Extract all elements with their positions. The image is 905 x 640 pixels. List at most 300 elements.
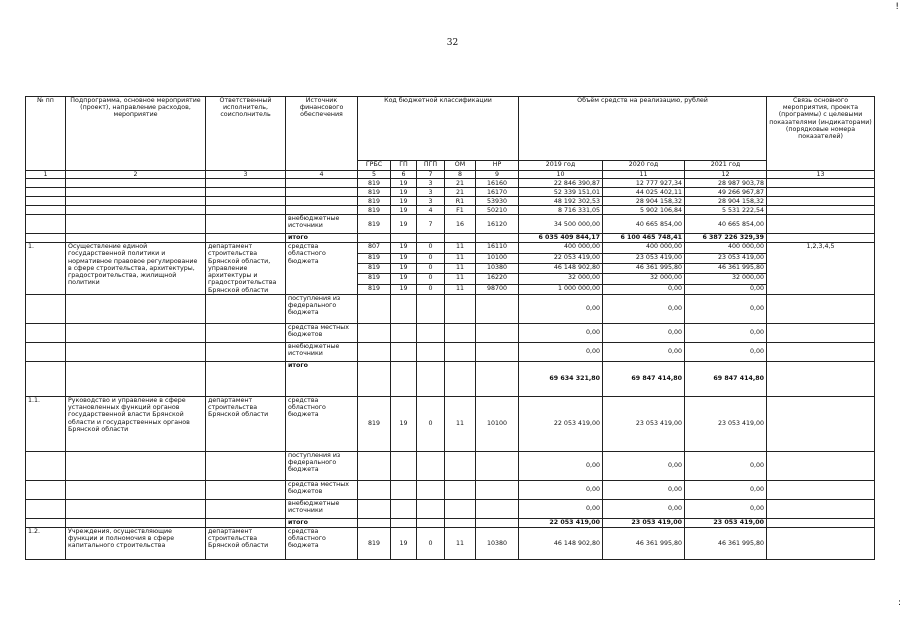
empty-cell (26, 323, 66, 342)
empty-cell (206, 451, 286, 480)
amount-2019-cell: 1 000 000,00 (519, 284, 603, 294)
indicator-link (767, 480, 875, 499)
indicator-link (767, 234, 875, 243)
amount-2020-cell: 0,00 (603, 451, 685, 480)
empty-cell (391, 518, 417, 527)
empty-cell (358, 499, 391, 518)
empty-cell (26, 518, 66, 527)
empty-cell (26, 451, 66, 480)
column-number: 3 (206, 171, 286, 179)
empty-cell (66, 188, 206, 197)
empty-cell (206, 188, 286, 197)
empty-cell (206, 197, 286, 206)
om-cell: 11 (445, 243, 476, 253)
empty-cell (66, 206, 206, 215)
amount-2020-cell: 46 361 995,80 (603, 527, 685, 559)
empty-cell (66, 361, 206, 396)
gp-cell: 19 (391, 284, 417, 294)
empty-cell (66, 499, 206, 518)
column-number: 7 (417, 171, 445, 179)
amount-2019-cell: 400 000,00 (519, 243, 603, 253)
amount-2020-cell: 32 000,00 (603, 274, 685, 284)
empty-cell (66, 342, 206, 361)
empty-cell (206, 480, 286, 499)
empty-cell (206, 215, 286, 234)
amount-2020-cell: 23 053 419,00 (603, 518, 685, 527)
edge-mark-top: ! (895, 2, 899, 12)
indicator-link (767, 215, 875, 234)
pgp-cell: 0 (417, 263, 445, 273)
empty-cell (206, 206, 286, 215)
indicator-link (767, 527, 875, 559)
amount-2021-cell: 0,00 (685, 451, 767, 480)
empty-cell (417, 234, 445, 243)
funding-source: поступления из федерального бюджета (286, 294, 358, 323)
nr-cell: 10380 (476, 527, 519, 559)
table-row (26, 234, 875, 243)
funding-source: внебюджетные источники (286, 342, 358, 361)
empty-cell (417, 361, 445, 396)
gp-cell: 19 (391, 243, 417, 253)
om-cell: 11 (445, 263, 476, 273)
table-row (26, 179, 875, 188)
amount-2020-cell: 69 847 414,80 (603, 361, 685, 396)
amount-2020-cell: 44 025 402,11 (603, 188, 685, 197)
empty-cell (445, 480, 476, 499)
empty-cell (26, 197, 66, 206)
empty-cell (445, 323, 476, 342)
table-row (26, 342, 875, 361)
header-pgp: ПГП (417, 161, 445, 171)
header-gp: ГП (391, 161, 417, 171)
row-number: 1.2. (26, 527, 66, 559)
table-row (26, 323, 875, 342)
empty-cell (66, 518, 206, 527)
amount-2019-cell: 0,00 (519, 323, 603, 342)
indicator-link (767, 197, 875, 206)
empty-cell (417, 499, 445, 518)
nr-cell: 16160 (476, 179, 519, 188)
header-grbs: ГРБС (358, 161, 391, 171)
amount-2020-cell: 0,00 (603, 294, 685, 323)
item-name: Руководство и управление в сфере установленных функций органов государственной власти Брянской области и государственных органов Брянской области (66, 396, 206, 451)
table-row (26, 294, 875, 323)
amount-2021-cell: 400 000,00 (685, 243, 767, 253)
gp-cell: 19 (391, 206, 417, 215)
header-2020: 2020 год (603, 161, 685, 171)
empty-cell (66, 480, 206, 499)
amount-2019-cell: 22 846 390,87 (519, 179, 603, 188)
om-cell: 11 (445, 396, 476, 451)
empty-cell (66, 323, 206, 342)
column-number: 5 (358, 171, 391, 179)
gp-cell: 19 (391, 527, 417, 559)
gp-cell: 19 (391, 263, 417, 273)
column-number: 12 (685, 171, 767, 179)
header-num: № пп (26, 97, 66, 171)
empty-cell (358, 451, 391, 480)
nr-cell: 16170 (476, 188, 519, 197)
nr-cell: 16110 (476, 243, 519, 253)
header-volume: Объём средств на реализацию, рублей (519, 97, 767, 161)
amount-2021-cell: 28 987 903,78 (685, 179, 767, 188)
amount-2021-cell: 6 387 226 329,39 (685, 234, 767, 243)
empty-cell (206, 361, 286, 396)
funding-source: средства областного бюджета (286, 243, 358, 295)
om-cell: 11 (445, 284, 476, 294)
grbs-cell: 819 (358, 253, 391, 263)
om-cell: 11 (445, 527, 476, 559)
column-number: 1 (26, 171, 66, 179)
amount-2019-cell: 6 035 409 844,17 (519, 234, 603, 243)
grbs-cell: 819 (358, 396, 391, 451)
empty-cell (391, 451, 417, 480)
table-header (26, 97, 875, 179)
gp-cell: 19 (391, 274, 417, 284)
nr-cell: 16220 (476, 274, 519, 284)
nr-cell: 50210 (476, 206, 519, 215)
amount-2020-cell: 40 665 854,00 (603, 215, 685, 234)
empty-cell (417, 451, 445, 480)
amount-2020-cell: 23 053 419,00 (603, 396, 685, 451)
amount-2019-cell: 48 192 302,53 (519, 197, 603, 206)
grbs-cell: 819 (358, 527, 391, 559)
table-row (26, 451, 875, 480)
empty-cell (391, 323, 417, 342)
empty-cell (476, 323, 519, 342)
indicator-link (767, 396, 875, 451)
nr-cell: 98700 (476, 284, 519, 294)
row-number: 1. (26, 243, 66, 295)
empty-cell (26, 499, 66, 518)
empty-cell (26, 361, 66, 396)
executor-name: департамент строительства Брянской области (206, 396, 286, 451)
executor-name: департамент строительства Брянской области (206, 527, 286, 559)
pgp-cell: 0 (417, 284, 445, 294)
nr-cell: 16120 (476, 215, 519, 234)
table-row (26, 527, 875, 559)
header-link: Связь основного мероприятия, проекта (программы) с целевыми показателями (индикаторами) (порядковые номера показателей) (767, 97, 875, 171)
empty-cell (445, 361, 476, 396)
empty-cell (417, 518, 445, 527)
empty-cell (206, 323, 286, 342)
header-2019: 2019 год (519, 161, 603, 171)
amount-2019-cell: 22 053 419,00 (519, 253, 603, 263)
empty-cell (391, 480, 417, 499)
total-label: итого (286, 234, 358, 243)
budget-table (25, 96, 875, 560)
amount-2019-cell: 46 148 902,80 (519, 263, 603, 273)
gp-cell: 19 (391, 197, 417, 206)
pgp-cell: 3 (417, 179, 445, 188)
nr-cell: 10100 (476, 253, 519, 263)
empty-cell (286, 179, 358, 188)
empty-cell (445, 342, 476, 361)
table-body (26, 179, 875, 560)
grbs-cell: 819 (358, 263, 391, 273)
funding-source: средства местных бюджетов (286, 480, 358, 499)
pgp-cell: 0 (417, 396, 445, 451)
grbs-cell: 819 (358, 206, 391, 215)
indicator-link: 1,2,3,4,5 (767, 243, 875, 295)
empty-cell (26, 215, 66, 234)
om-cell: 11 (445, 253, 476, 263)
indicator-link (767, 188, 875, 197)
table-row (26, 518, 875, 527)
om-cell: R1 (445, 197, 476, 206)
amount-2020-cell: 46 361 995,80 (603, 263, 685, 273)
pgp-cell: 3 (417, 197, 445, 206)
om-cell: 21 (445, 179, 476, 188)
grbs-cell: 807 (358, 243, 391, 253)
empty-cell (391, 499, 417, 518)
empty-cell (445, 451, 476, 480)
empty-cell (417, 323, 445, 342)
amount-2021-cell: 5 531 222,54 (685, 206, 767, 215)
empty-cell (26, 179, 66, 188)
nr-cell: 53930 (476, 197, 519, 206)
empty-cell (358, 323, 391, 342)
amount-2020-cell: 28 904 158,32 (603, 197, 685, 206)
empty-cell (66, 294, 206, 323)
empty-cell (26, 234, 66, 243)
header-om: ОМ (445, 161, 476, 171)
empty-cell (476, 499, 519, 518)
empty-cell (286, 188, 358, 197)
empty-cell (358, 234, 391, 243)
pgp-cell: 0 (417, 527, 445, 559)
amount-2021-cell: 40 665 854,00 (685, 215, 767, 234)
column-number: 11 (603, 171, 685, 179)
amount-2021-cell: 0,00 (685, 499, 767, 518)
empty-cell (358, 294, 391, 323)
empty-cell (476, 518, 519, 527)
amount-2019-cell: 0,00 (519, 294, 603, 323)
om-cell: 16 (445, 215, 476, 234)
om-cell: 21 (445, 188, 476, 197)
column-number: 9 (476, 171, 519, 179)
amount-2021-cell: 49 266 967,87 (685, 188, 767, 197)
table-row (26, 243, 875, 253)
empty-cell (445, 294, 476, 323)
pgp-cell: 4 (417, 206, 445, 215)
grbs-cell: 819 (358, 188, 391, 197)
empty-cell (286, 197, 358, 206)
amount-2019-cell: 69 634 321,80 (519, 361, 603, 396)
pgp-cell: 0 (417, 253, 445, 263)
om-cell: 11 (445, 274, 476, 284)
empty-cell (66, 234, 206, 243)
empty-cell (445, 499, 476, 518)
empty-cell (26, 294, 66, 323)
pgp-cell: 0 (417, 274, 445, 284)
empty-cell (206, 294, 286, 323)
funding-source: внебюджетные источники (286, 215, 358, 234)
amount-2021-cell: 46 361 995,80 (685, 263, 767, 273)
table-row (26, 499, 875, 518)
empty-cell (26, 188, 66, 197)
amount-2019-cell: 22 053 419,00 (519, 396, 603, 451)
table-row (26, 396, 875, 451)
column-number: 8 (445, 171, 476, 179)
empty-cell (417, 480, 445, 499)
empty-cell (391, 361, 417, 396)
gp-cell: 19 (391, 396, 417, 451)
table-row (26, 206, 875, 215)
header-nr: НР (476, 161, 519, 171)
column-number: 13 (767, 171, 875, 179)
amount-2019-cell: 34 500 000,00 (519, 215, 603, 234)
amount-2021-cell: 28 904 158,32 (685, 197, 767, 206)
empty-cell (26, 480, 66, 499)
amount-2021-cell: 0,00 (685, 294, 767, 323)
amount-2021-cell: 0,00 (685, 480, 767, 499)
executor-name: департамент строительства Брянской области, управление архитектуры и градостроительства Брянской области (206, 243, 286, 295)
empty-cell (66, 197, 206, 206)
indicator-link (767, 294, 875, 323)
amount-2021-cell: 0,00 (685, 323, 767, 342)
header-2021: 2021 год (685, 161, 767, 171)
row-number: 1.1. (26, 396, 66, 451)
amount-2019-cell: 32 000,00 (519, 274, 603, 284)
empty-cell (26, 206, 66, 215)
amount-2021-cell: 69 847 414,80 (685, 361, 767, 396)
table-row (26, 361, 875, 396)
om-cell: F1 (445, 206, 476, 215)
empty-cell (358, 361, 391, 396)
empty-cell (417, 294, 445, 323)
empty-cell (476, 342, 519, 361)
amount-2020-cell: 0,00 (603, 480, 685, 499)
amount-2021-cell: 23 053 419,00 (685, 518, 767, 527)
total-label: итого (286, 361, 358, 396)
empty-cell (417, 342, 445, 361)
amount-2020-cell: 5 902 106,84 (603, 206, 685, 215)
grbs-cell: 819 (358, 215, 391, 234)
table-row (26, 188, 875, 197)
funding-source: внебюджетные источники (286, 499, 358, 518)
gp-cell: 19 (391, 215, 417, 234)
amount-2020-cell: 12 777 927,34 (603, 179, 685, 188)
item-name: Осуществление единой государственной политики и нормативное правовое регулирование в сфере строительства, архитектуры, градостроительства, жилищной политики (66, 243, 206, 295)
empty-cell (476, 480, 519, 499)
amount-2021-cell: 32 000,00 (685, 274, 767, 284)
amount-2019-cell: 8 716 331,05 (519, 206, 603, 215)
empty-cell (66, 451, 206, 480)
column-number: 10 (519, 171, 603, 179)
amount-2021-cell: 23 053 419,00 (685, 253, 767, 263)
amount-2019-cell: 0,00 (519, 480, 603, 499)
column-number: 2 (66, 171, 206, 179)
funding-source: средства местных бюджетов (286, 323, 358, 342)
empty-cell (206, 179, 286, 188)
grbs-cell: 819 (358, 284, 391, 294)
indicator-link (767, 518, 875, 527)
amount-2019-cell: 52 339 151,01 (519, 188, 603, 197)
indicator-link (767, 499, 875, 518)
amount-2021-cell: 46 361 995,80 (685, 527, 767, 559)
empty-cell (66, 179, 206, 188)
column-number: 6 (391, 171, 417, 179)
indicator-link (767, 342, 875, 361)
funding-source: средства областного бюджета (286, 527, 358, 559)
amount-2021-cell: 0,00 (685, 284, 767, 294)
funding-source: поступления из федерального бюджета (286, 451, 358, 480)
table-row (26, 197, 875, 206)
gp-cell: 19 (391, 188, 417, 197)
header-budget-code: Код бюджетной классификации (358, 97, 519, 161)
table-row (26, 215, 875, 234)
empty-cell (391, 342, 417, 361)
empty-cell (26, 342, 66, 361)
empty-cell (476, 361, 519, 396)
gp-cell: 19 (391, 179, 417, 188)
amount-2021-cell: 0,00 (685, 342, 767, 361)
grbs-cell: 819 (358, 179, 391, 188)
empty-cell (66, 215, 206, 234)
grbs-cell: 819 (358, 197, 391, 206)
amount-2020-cell: 0,00 (603, 323, 685, 342)
funding-source: средства областного бюджета (286, 396, 358, 451)
amount-2021-cell: 23 053 419,00 (685, 396, 767, 451)
edge-mark-bottom: : (897, 598, 901, 608)
empty-cell (358, 480, 391, 499)
table-row (26, 480, 875, 499)
header-source: Источник финансового обеспечения (286, 97, 358, 171)
empty-cell (391, 294, 417, 323)
page-number: 32 (446, 38, 459, 48)
header-subprogram: Подпрограмма, основное мероприятие (проект), направление расходов, мероприятие (66, 97, 206, 171)
empty-cell (358, 518, 391, 527)
empty-cell (476, 294, 519, 323)
pgp-cell: 0 (417, 243, 445, 253)
nr-cell: 10100 (476, 396, 519, 451)
amount-2020-cell: 0,00 (603, 499, 685, 518)
column-number: 4 (286, 171, 358, 179)
indicator-link (767, 323, 875, 342)
empty-cell (476, 451, 519, 480)
header-executor: Ответственный исполнитель, соисполнитель (206, 97, 286, 171)
total-label: итого (286, 518, 358, 527)
empty-cell (206, 234, 286, 243)
empty-cell (286, 206, 358, 215)
indicator-link (767, 451, 875, 480)
amount-2019-cell: 22 053 419,00 (519, 518, 603, 527)
amount-2020-cell: 0,00 (603, 342, 685, 361)
empty-cell (358, 342, 391, 361)
nr-cell: 10380 (476, 263, 519, 273)
indicator-link (767, 179, 875, 188)
empty-cell (445, 518, 476, 527)
empty-cell (206, 518, 286, 527)
pgp-cell: 7 (417, 215, 445, 234)
empty-cell (206, 342, 286, 361)
pgp-cell: 3 (417, 188, 445, 197)
amount-2019-cell: 0,00 (519, 451, 603, 480)
amount-2020-cell: 6 100 465 748,41 (603, 234, 685, 243)
empty-cell (391, 234, 417, 243)
gp-cell: 19 (391, 253, 417, 263)
empty-cell (476, 234, 519, 243)
amount-2020-cell: 23 053 419,00 (603, 253, 685, 263)
indicator-link (767, 206, 875, 215)
item-name: Учреждения, осуществляющие функции и полномочия в сфере капитального строительства (66, 527, 206, 559)
amount-2019-cell: 0,00 (519, 342, 603, 361)
indicator-link (767, 361, 875, 396)
empty-cell (206, 499, 286, 518)
empty-cell (445, 234, 476, 243)
amount-2019-cell: 0,00 (519, 499, 603, 518)
